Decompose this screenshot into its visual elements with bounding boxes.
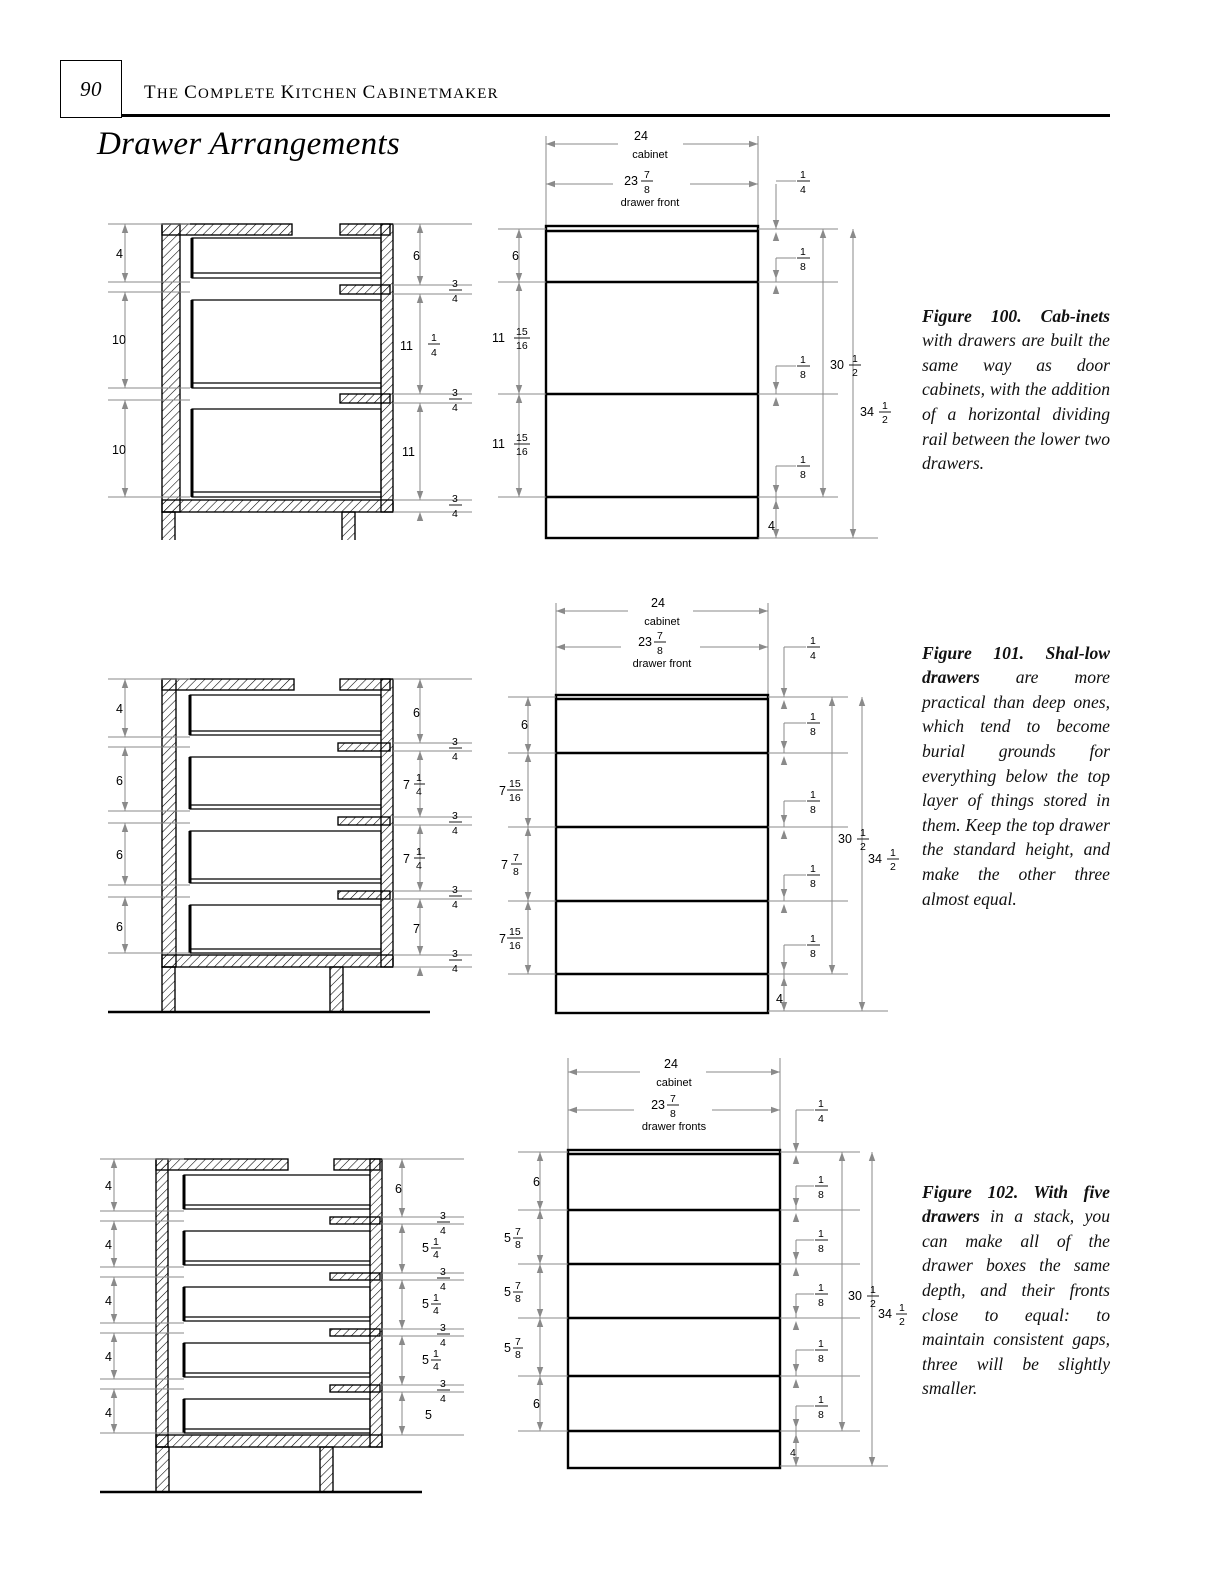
overall-inner-dim bbox=[848, 1284, 879, 1310]
svg-text:4: 4 bbox=[452, 402, 458, 414]
svg-text:1: 1 bbox=[810, 789, 816, 801]
width-cabinet-label: cabinet bbox=[632, 149, 668, 161]
svg-text:5: 5 bbox=[422, 1353, 429, 1367]
dim-right-1 bbox=[449, 278, 462, 305]
overall-outer-dim bbox=[860, 400, 891, 426]
svg-text:11: 11 bbox=[492, 331, 505, 345]
page-title: Drawer Arrangements bbox=[97, 126, 401, 162]
svg-text:1: 1 bbox=[899, 1302, 905, 1314]
figure-102-elevation bbox=[488, 1050, 908, 1470]
dim-right-3 bbox=[449, 387, 462, 414]
svg-text:15: 15 bbox=[509, 778, 521, 790]
svg-text:1: 1 bbox=[870, 1284, 876, 1296]
svg-text:8: 8 bbox=[644, 184, 650, 196]
svg-text:1: 1 bbox=[800, 454, 806, 466]
svg-text:8: 8 bbox=[800, 369, 806, 381]
page-number: 90 bbox=[80, 76, 102, 101]
dim-right-0: 6 bbox=[413, 706, 420, 720]
svg-text:8: 8 bbox=[515, 1293, 521, 1305]
svg-text:4: 4 bbox=[440, 1337, 446, 1349]
svg-text:1: 1 bbox=[810, 863, 816, 875]
gap-dim-3 bbox=[815, 1282, 828, 1309]
elev-dim-1 bbox=[504, 1226, 523, 1251]
dim-left-0: 4 bbox=[116, 247, 123, 261]
width-drawer-front bbox=[624, 169, 653, 196]
figure-100-caption-body: with drawers are built the same way as door cabinets, with the addition of a horizontal dividing rail between the lower two drawers. bbox=[922, 330, 1110, 474]
svg-text:1: 1 bbox=[433, 1292, 439, 1304]
svg-text:15: 15 bbox=[516, 432, 528, 444]
width-cabinet-label: cabinet bbox=[656, 1077, 692, 1089]
svg-text:1: 1 bbox=[416, 772, 422, 784]
dim-left-0: 4 bbox=[105, 1179, 112, 1193]
svg-text:1: 1 bbox=[852, 353, 858, 365]
svg-text:4: 4 bbox=[431, 347, 437, 359]
svg-text:7: 7 bbox=[403, 852, 410, 866]
width-drawer-front bbox=[651, 1093, 679, 1120]
svg-text:3: 3 bbox=[452, 884, 458, 896]
width-drawer-front bbox=[638, 630, 666, 657]
figure-100 bbox=[0, 118, 1214, 558]
overall-inner-dim bbox=[838, 827, 869, 853]
svg-text:7: 7 bbox=[403, 778, 410, 792]
dim-right-7 bbox=[449, 948, 462, 975]
svg-text:15: 15 bbox=[516, 326, 528, 338]
svg-text:8: 8 bbox=[515, 1239, 521, 1251]
svg-text:16: 16 bbox=[509, 792, 521, 804]
svg-text:2: 2 bbox=[899, 1316, 905, 1328]
toekick-dim: 4 bbox=[776, 992, 783, 1006]
width-cabinet-label: cabinet bbox=[644, 616, 680, 628]
elev-dim-1 bbox=[492, 326, 530, 352]
svg-text:2: 2 bbox=[882, 414, 888, 426]
svg-text:3: 3 bbox=[440, 1378, 446, 1390]
dim-right-6: 7 bbox=[413, 922, 420, 936]
svg-text:4: 4 bbox=[440, 1281, 446, 1293]
svg-text:15: 15 bbox=[509, 926, 521, 938]
svg-text:11: 11 bbox=[492, 437, 505, 451]
svg-text:5: 5 bbox=[504, 1341, 511, 1355]
dim-right-6 bbox=[422, 1348, 441, 1373]
svg-text:4: 4 bbox=[433, 1249, 439, 1261]
dim-right-0: 6 bbox=[413, 249, 420, 263]
elev-dim-2 bbox=[492, 432, 530, 458]
svg-text:3: 3 bbox=[452, 736, 458, 748]
svg-text:8: 8 bbox=[818, 1409, 824, 1421]
elev-dim-3 bbox=[504, 1336, 523, 1361]
svg-text:4: 4 bbox=[452, 825, 458, 837]
svg-text:16: 16 bbox=[516, 340, 528, 352]
dim-right-4 bbox=[403, 846, 425, 872]
svg-text:4: 4 bbox=[440, 1225, 446, 1237]
svg-text:3: 3 bbox=[440, 1322, 446, 1334]
svg-text:5: 5 bbox=[422, 1297, 429, 1311]
svg-text:3: 3 bbox=[440, 1210, 446, 1222]
dim-left-4: 4 bbox=[105, 1406, 112, 1420]
dim-right-3 bbox=[449, 810, 462, 837]
width-cabinet: 24 bbox=[664, 1057, 678, 1071]
svg-text:1: 1 bbox=[810, 711, 816, 723]
dim-right-8: 5 bbox=[425, 1408, 432, 1422]
elev-dim-0: 6 bbox=[521, 718, 528, 732]
dim-left-3: 4 bbox=[105, 1350, 112, 1364]
svg-text:3: 3 bbox=[440, 1266, 446, 1278]
elev-dim-4: 6 bbox=[533, 1397, 540, 1411]
svg-text:3: 3 bbox=[452, 948, 458, 960]
dim-left-0: 4 bbox=[116, 702, 123, 716]
figure-102-caption-body: in a stack, you can make all of the drawer boxes the same depth, and their fronts close to equal: to maintain consistent gaps, three will be slightly smaller. bbox=[922, 1206, 1110, 1399]
page-number-box bbox=[60, 60, 122, 118]
svg-text:7: 7 bbox=[499, 932, 506, 946]
page-header bbox=[0, 0, 1214, 130]
elev-dim-1 bbox=[499, 778, 523, 804]
svg-text:4: 4 bbox=[416, 786, 422, 798]
svg-text:7: 7 bbox=[670, 1093, 676, 1105]
gap-dim-2 bbox=[815, 1228, 828, 1255]
dim-left-1: 10 bbox=[112, 333, 126, 347]
svg-text:16: 16 bbox=[509, 940, 521, 952]
gap-dim-3 bbox=[807, 863, 820, 890]
dim-left-1: 4 bbox=[105, 1238, 112, 1252]
elev-dim-2 bbox=[501, 852, 522, 878]
gap-dim-0 bbox=[807, 635, 820, 662]
svg-text:4: 4 bbox=[452, 899, 458, 911]
figure-101-caption bbox=[922, 641, 1110, 912]
svg-text:8: 8 bbox=[810, 726, 816, 738]
width-front-label: drawer front bbox=[620, 197, 680, 209]
svg-text:5: 5 bbox=[504, 1285, 511, 1299]
svg-text:23: 23 bbox=[624, 174, 638, 188]
svg-text:1: 1 bbox=[810, 635, 816, 647]
svg-text:1: 1 bbox=[810, 933, 816, 945]
svg-text:4: 4 bbox=[800, 184, 806, 196]
svg-text:8: 8 bbox=[818, 1189, 824, 1201]
dim-right-5 bbox=[449, 884, 462, 911]
svg-text:8: 8 bbox=[818, 1353, 824, 1365]
svg-text:4: 4 bbox=[440, 1393, 446, 1405]
dim-left-1: 6 bbox=[116, 774, 123, 788]
svg-text:4: 4 bbox=[810, 650, 816, 662]
svg-text:1: 1 bbox=[818, 1228, 824, 1240]
svg-text:1: 1 bbox=[800, 354, 806, 366]
figure-101-section-view bbox=[100, 665, 480, 1015]
svg-text:2: 2 bbox=[870, 1298, 876, 1310]
elev-dim-0: 6 bbox=[533, 1175, 540, 1189]
svg-text:8: 8 bbox=[515, 1349, 521, 1361]
svg-text:1: 1 bbox=[882, 400, 888, 412]
svg-text:8: 8 bbox=[810, 804, 816, 816]
elev-dim-2 bbox=[504, 1280, 523, 1305]
dim-right-4: 11 bbox=[402, 445, 415, 459]
svg-text:4: 4 bbox=[818, 1113, 824, 1125]
svg-text:7: 7 bbox=[657, 630, 663, 642]
book-title: THE COMPLETE KITCHEN CABINETMAKER bbox=[144, 82, 499, 103]
toekick-dim: 4 bbox=[790, 1447, 796, 1459]
figure-102-section-view bbox=[92, 1145, 472, 1495]
svg-text:7: 7 bbox=[513, 852, 519, 864]
svg-text:4: 4 bbox=[452, 508, 458, 520]
dim-right-2 bbox=[403, 772, 425, 798]
svg-text:1: 1 bbox=[433, 1348, 439, 1360]
figure-100-caption bbox=[922, 304, 1110, 476]
svg-text:8: 8 bbox=[810, 878, 816, 890]
svg-text:8: 8 bbox=[800, 261, 806, 273]
svg-text:8: 8 bbox=[818, 1297, 824, 1309]
svg-text:7: 7 bbox=[515, 1226, 521, 1238]
dim-right-5 bbox=[449, 493, 462, 520]
svg-text:4: 4 bbox=[452, 963, 458, 975]
gap-dim-2 bbox=[807, 789, 820, 816]
svg-text:30: 30 bbox=[838, 832, 852, 846]
svg-text:4: 4 bbox=[416, 860, 422, 872]
svg-text:7: 7 bbox=[515, 1280, 521, 1292]
figure-100-caption-lead: Figure 100. Cab-inets bbox=[922, 305, 1110, 326]
svg-text:3: 3 bbox=[452, 493, 458, 505]
svg-text:34: 34 bbox=[868, 852, 882, 866]
svg-text:1: 1 bbox=[800, 246, 806, 258]
svg-text:8: 8 bbox=[657, 645, 663, 657]
width-cabinet: 24 bbox=[634, 129, 648, 143]
figure-100-section-view bbox=[100, 210, 480, 540]
svg-text:11: 11 bbox=[400, 339, 413, 353]
svg-text:1: 1 bbox=[818, 1394, 824, 1406]
svg-text:16: 16 bbox=[516, 446, 528, 458]
svg-text:4: 4 bbox=[433, 1361, 439, 1373]
svg-text:1: 1 bbox=[416, 846, 422, 858]
width-cabinet: 24 bbox=[651, 596, 665, 610]
svg-text:5: 5 bbox=[504, 1231, 511, 1245]
svg-text:4: 4 bbox=[433, 1305, 439, 1317]
svg-text:3: 3 bbox=[452, 387, 458, 399]
elev-dim-3 bbox=[499, 926, 523, 952]
svg-text:5: 5 bbox=[422, 1241, 429, 1255]
svg-text:1: 1 bbox=[431, 332, 437, 344]
overall-outer-dim bbox=[878, 1302, 907, 1328]
svg-text:2: 2 bbox=[852, 367, 858, 379]
figure-100-elevation bbox=[478, 126, 898, 551]
width-front-label: drawer front bbox=[632, 658, 692, 670]
dim-right-2 bbox=[422, 1236, 441, 1261]
dim-right-4 bbox=[422, 1292, 441, 1317]
svg-text:8: 8 bbox=[818, 1243, 824, 1255]
figure-102-caption-lead: Figure 102. With five drawers bbox=[922, 1181, 1110, 1227]
svg-text:3: 3 bbox=[452, 810, 458, 822]
svg-text:1: 1 bbox=[433, 1236, 439, 1248]
svg-text:4: 4 bbox=[452, 751, 458, 763]
svg-text:23: 23 bbox=[651, 1098, 665, 1112]
svg-text:1: 1 bbox=[890, 847, 896, 859]
svg-text:7: 7 bbox=[501, 858, 508, 872]
gap-dim-0 bbox=[797, 169, 810, 196]
figure-101-caption-lead: Figure 101. Shal-low drawers bbox=[922, 642, 1110, 688]
svg-text:1: 1 bbox=[818, 1174, 824, 1186]
svg-text:8: 8 bbox=[513, 866, 519, 878]
width-front-label: drawer fronts bbox=[641, 1121, 707, 1133]
gap-dim-4 bbox=[815, 1338, 828, 1365]
overall-inner-dim bbox=[830, 353, 861, 379]
figure-101-elevation bbox=[488, 595, 908, 1015]
gap-dim-4 bbox=[807, 933, 820, 960]
svg-text:8: 8 bbox=[810, 948, 816, 960]
svg-text:1: 1 bbox=[818, 1282, 824, 1294]
svg-text:1: 1 bbox=[800, 169, 806, 181]
svg-text:30: 30 bbox=[830, 358, 844, 372]
figure-102 bbox=[0, 1050, 1214, 1490]
svg-text:8: 8 bbox=[800, 469, 806, 481]
svg-text:2: 2 bbox=[860, 841, 866, 853]
gap-dim-2 bbox=[797, 354, 810, 381]
figure-101 bbox=[0, 595, 1214, 1025]
dim-right-0: 6 bbox=[395, 1182, 402, 1196]
figure-101-caption-body: are more practical than deep ones, which tend to become burial grounds for everything below the top layer of things stored in them. Keep the top drawer the standard height, and make the other three almost equal. bbox=[922, 667, 1110, 909]
dim-left-2: 6 bbox=[116, 848, 123, 862]
svg-text:8: 8 bbox=[670, 1108, 676, 1120]
gap-dim-3 bbox=[797, 454, 810, 481]
svg-text:34: 34 bbox=[878, 1307, 892, 1321]
dim-left-3: 6 bbox=[116, 920, 123, 934]
svg-text:2: 2 bbox=[890, 861, 896, 873]
dim-left-2: 4 bbox=[105, 1294, 112, 1308]
gap-dim-1 bbox=[807, 711, 820, 738]
gap-dim-0 bbox=[815, 1098, 828, 1125]
figure-102-caption bbox=[922, 1180, 1110, 1401]
svg-text:7: 7 bbox=[499, 784, 506, 798]
svg-text:7: 7 bbox=[644, 169, 650, 181]
gap-dim-1 bbox=[797, 246, 810, 273]
svg-text:30: 30 bbox=[848, 1289, 862, 1303]
dim-right-1 bbox=[449, 736, 462, 763]
svg-text:1: 1 bbox=[818, 1338, 824, 1350]
gap-dim-1 bbox=[815, 1174, 828, 1201]
header-rule bbox=[88, 114, 1110, 117]
svg-text:1: 1 bbox=[818, 1098, 824, 1110]
overall-outer-dim bbox=[868, 847, 899, 873]
svg-text:4: 4 bbox=[452, 293, 458, 305]
elev-dim-0: 6 bbox=[512, 249, 519, 263]
svg-text:7: 7 bbox=[515, 1336, 521, 1348]
dim-left-2: 10 bbox=[112, 443, 126, 457]
gap-dim-5 bbox=[815, 1394, 828, 1421]
svg-text:3: 3 bbox=[452, 278, 458, 290]
svg-text:34: 34 bbox=[860, 405, 874, 419]
toekick-dim: 4 bbox=[768, 519, 775, 533]
svg-text:1: 1 bbox=[860, 827, 866, 839]
svg-text:23: 23 bbox=[638, 635, 652, 649]
